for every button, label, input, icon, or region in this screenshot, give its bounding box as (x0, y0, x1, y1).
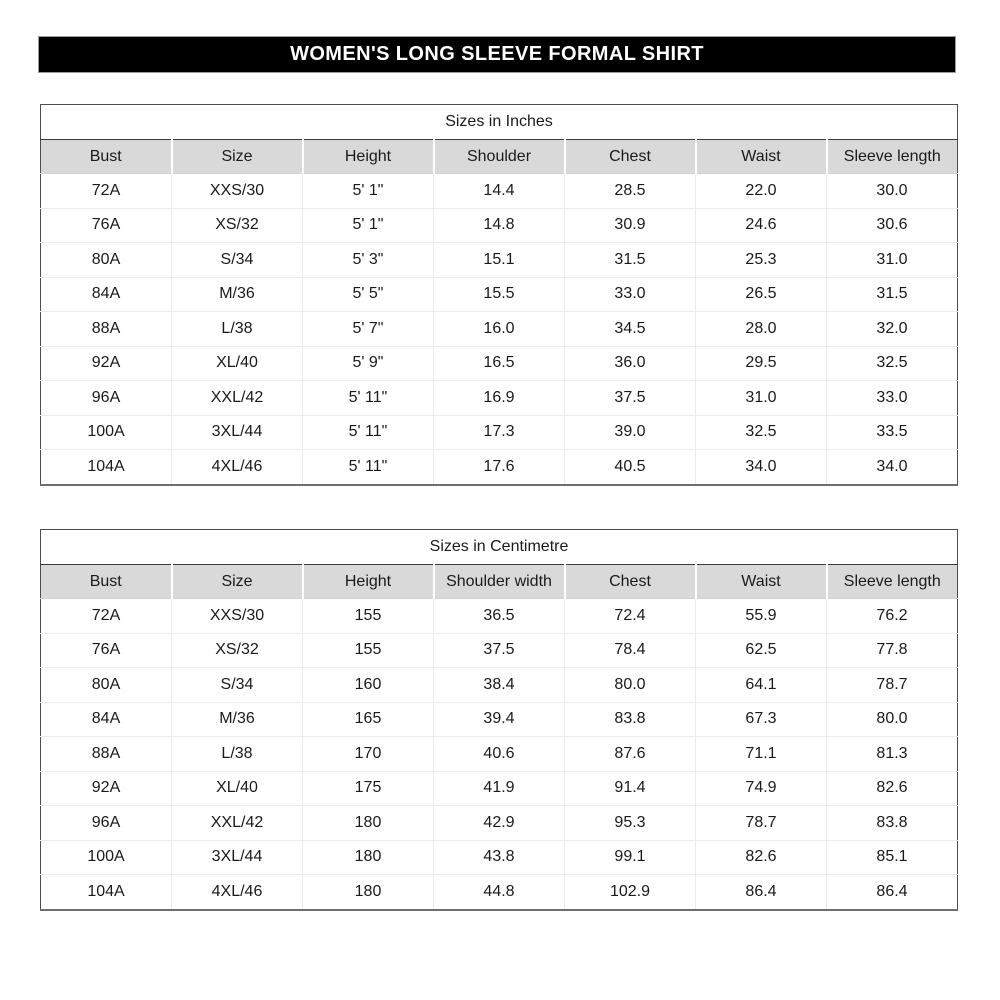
table-row (41, 450, 958, 485)
table-cell: S/34 (172, 243, 303, 278)
table-cell: M/36 (172, 277, 303, 312)
table-cell: 31.0 (827, 243, 958, 278)
table-cell: 16.5 (434, 346, 565, 381)
table-cell: 4XL/46 (172, 875, 303, 910)
table-cell: 170 (303, 737, 434, 772)
table-cell: 78.4 (565, 633, 696, 668)
table-cell: 78.7 (696, 806, 827, 841)
table-cell: 26.5 (696, 277, 827, 312)
table-cell: 86.4 (827, 875, 958, 910)
table-cell: 5' 3" (303, 243, 434, 278)
table-cell: XS/32 (172, 633, 303, 668)
table-cell: XXS/30 (172, 174, 303, 209)
inches-size-table (40, 104, 958, 486)
column-header: Sleeve length (827, 565, 958, 599)
table-row (41, 599, 958, 634)
table-caption-row (41, 530, 958, 565)
table-header-row (41, 565, 958, 599)
table-row (41, 208, 958, 243)
table-cell: 14.4 (434, 174, 565, 209)
table-cell: 86.4 (696, 875, 827, 910)
product-title-banner (38, 36, 956, 73)
table-cell: 84A (41, 277, 172, 312)
table-cell: 99.1 (565, 840, 696, 875)
table-cell: XL/40 (172, 771, 303, 806)
table-cell: 100A (41, 415, 172, 450)
column-header: Height (303, 565, 434, 599)
table-cell: 4XL/46 (172, 450, 303, 485)
table-cell: 180 (303, 840, 434, 875)
table-cell: 95.3 (565, 806, 696, 841)
table-row (41, 381, 958, 416)
table-cell: XXL/42 (172, 381, 303, 416)
table-cell: 92A (41, 346, 172, 381)
table-row (41, 702, 958, 737)
table-cell: XL/40 (172, 346, 303, 381)
column-header: Size (172, 565, 303, 599)
table-cell: 15.1 (434, 243, 565, 278)
column-header: Waist (696, 565, 827, 599)
table-cell: 67.3 (696, 702, 827, 737)
column-header: Sleeve length (827, 140, 958, 174)
table-row (41, 243, 958, 278)
table-cell: 175 (303, 771, 434, 806)
table-cell: 25.3 (696, 243, 827, 278)
table-cell: 72A (41, 599, 172, 634)
inches-table-container (40, 104, 958, 486)
table-cell: 28.0 (696, 312, 827, 347)
table-cell: 180 (303, 875, 434, 910)
table-cell: 37.5 (565, 381, 696, 416)
table-row (41, 346, 958, 381)
table-cell: 155 (303, 633, 434, 668)
table-cell: M/36 (172, 702, 303, 737)
column-header: Waist (696, 140, 827, 174)
table-cell: 32.0 (827, 312, 958, 347)
centimetre-table-body (41, 599, 958, 910)
table-cell: 83.8 (565, 702, 696, 737)
column-header: Chest (565, 565, 696, 599)
table-cell: 22.0 (696, 174, 827, 209)
table-cell: 16.9 (434, 381, 565, 416)
table-cell: 15.5 (434, 277, 565, 312)
table-cell: 41.9 (434, 771, 565, 806)
table-cell: 80.0 (565, 668, 696, 703)
table-cell: 76.2 (827, 599, 958, 634)
table-cell: 83.8 (827, 806, 958, 841)
table-cell: 37.5 (434, 633, 565, 668)
column-header: Bust (41, 565, 172, 599)
table-cell: 155 (303, 599, 434, 634)
table-cell: 5' 5" (303, 277, 434, 312)
table-cell: 30.9 (565, 208, 696, 243)
table-cell: 77.8 (827, 633, 958, 668)
table-cell: 40.6 (434, 737, 565, 772)
table-cell: 81.3 (827, 737, 958, 772)
table-cell: 14.8 (434, 208, 565, 243)
table-cell: 32.5 (696, 415, 827, 450)
table-cell: 33.0 (827, 381, 958, 416)
table-cell: 84A (41, 702, 172, 737)
table-cell: 104A (41, 875, 172, 910)
centimetre-table-container (40, 529, 958, 911)
table-row (41, 771, 958, 806)
table-cell: 160 (303, 668, 434, 703)
table-cell: 5' 1" (303, 208, 434, 243)
table-cell: 30.6 (827, 208, 958, 243)
table-cell: 96A (41, 806, 172, 841)
table-cell: 44.8 (434, 875, 565, 910)
table-cell: 87.6 (565, 737, 696, 772)
table-cell: 42.9 (434, 806, 565, 841)
table-cell: XS/32 (172, 208, 303, 243)
table-cell: 76A (41, 633, 172, 668)
table-cell: 34.5 (565, 312, 696, 347)
table-cell: 71.1 (696, 737, 827, 772)
table-cell: 29.5 (696, 346, 827, 381)
table-row (41, 840, 958, 875)
table-cell: 40.5 (565, 450, 696, 485)
table-cell: 31.5 (827, 277, 958, 312)
table-cell: 72.4 (565, 599, 696, 634)
table-row (41, 312, 958, 347)
table-cell: 36.0 (565, 346, 696, 381)
inches-table-body (41, 174, 958, 485)
table-cell: 5' 1" (303, 174, 434, 209)
table-cell: 31.0 (696, 381, 827, 416)
column-header: Chest (565, 140, 696, 174)
table-cell: 31.5 (565, 243, 696, 278)
table-cell: 64.1 (696, 668, 827, 703)
table-cell: 96A (41, 381, 172, 416)
centimetre-size-table (40, 529, 958, 911)
column-header: Shoulder width (434, 565, 565, 599)
table-cell: 5' 7" (303, 312, 434, 347)
column-header: Size (172, 140, 303, 174)
table-cell: 82.6 (827, 771, 958, 806)
table-cell: 17.3 (434, 415, 565, 450)
table-cell: 34.0 (696, 450, 827, 485)
column-header: Height (303, 140, 434, 174)
table-row (41, 875, 958, 910)
table-cell: 72A (41, 174, 172, 209)
table-caption: Sizes in Centimetre (41, 530, 958, 565)
table-cell: S/34 (172, 668, 303, 703)
table-cell: 80A (41, 243, 172, 278)
table-cell: 36.5 (434, 599, 565, 634)
table-cell: 85.1 (827, 840, 958, 875)
table-cell: 16.0 (434, 312, 565, 347)
table-row (41, 668, 958, 703)
table-row (41, 415, 958, 450)
table-cell: 78.7 (827, 668, 958, 703)
table-cell: 74.9 (696, 771, 827, 806)
table-cell: 5' 11" (303, 415, 434, 450)
table-cell: 39.0 (565, 415, 696, 450)
table-caption: Sizes in Inches (41, 105, 958, 140)
table-cell: 55.9 (696, 599, 827, 634)
table-row (41, 174, 958, 209)
table-cell: 62.5 (696, 633, 827, 668)
table-cell: 24.6 (696, 208, 827, 243)
table-cell: 165 (303, 702, 434, 737)
table-row (41, 277, 958, 312)
table-cell: 30.0 (827, 174, 958, 209)
table-row (41, 806, 958, 841)
table-cell: 100A (41, 840, 172, 875)
table-cell: 80.0 (827, 702, 958, 737)
table-cell: 33.0 (565, 277, 696, 312)
table-cell: 28.5 (565, 174, 696, 209)
table-cell: 3XL/44 (172, 415, 303, 450)
table-cell: 102.9 (565, 875, 696, 910)
table-cell: 3XL/44 (172, 840, 303, 875)
table-cell: 76A (41, 208, 172, 243)
table-cell: XXS/30 (172, 599, 303, 634)
table-row (41, 633, 958, 668)
table-cell: L/38 (172, 737, 303, 772)
column-header: Bust (41, 140, 172, 174)
table-cell: L/38 (172, 312, 303, 347)
column-header: Shoulder (434, 140, 565, 174)
table-cell: 33.5 (827, 415, 958, 450)
table-cell: 91.4 (565, 771, 696, 806)
table-cell: 104A (41, 450, 172, 485)
table-cell: 88A (41, 737, 172, 772)
table-cell: XXL/42 (172, 806, 303, 841)
table-cell: 5' 11" (303, 450, 434, 485)
table-cell: 34.0 (827, 450, 958, 485)
table-row (41, 737, 958, 772)
table-cell: 5' 9" (303, 346, 434, 381)
table-header-row (41, 140, 958, 174)
product-title: WOMEN'S LONG SLEEVE FORMAL SHIRT (290, 43, 704, 65)
table-cell: 180 (303, 806, 434, 841)
table-cell: 80A (41, 668, 172, 703)
table-cell: 88A (41, 312, 172, 347)
table-cell: 5' 11" (303, 381, 434, 416)
table-cell: 17.6 (434, 450, 565, 485)
table-caption-row (41, 105, 958, 140)
table-cell: 32.5 (827, 346, 958, 381)
table-cell: 82.6 (696, 840, 827, 875)
table-cell: 39.4 (434, 702, 565, 737)
table-cell: 92A (41, 771, 172, 806)
table-cell: 43.8 (434, 840, 565, 875)
table-cell: 38.4 (434, 668, 565, 703)
